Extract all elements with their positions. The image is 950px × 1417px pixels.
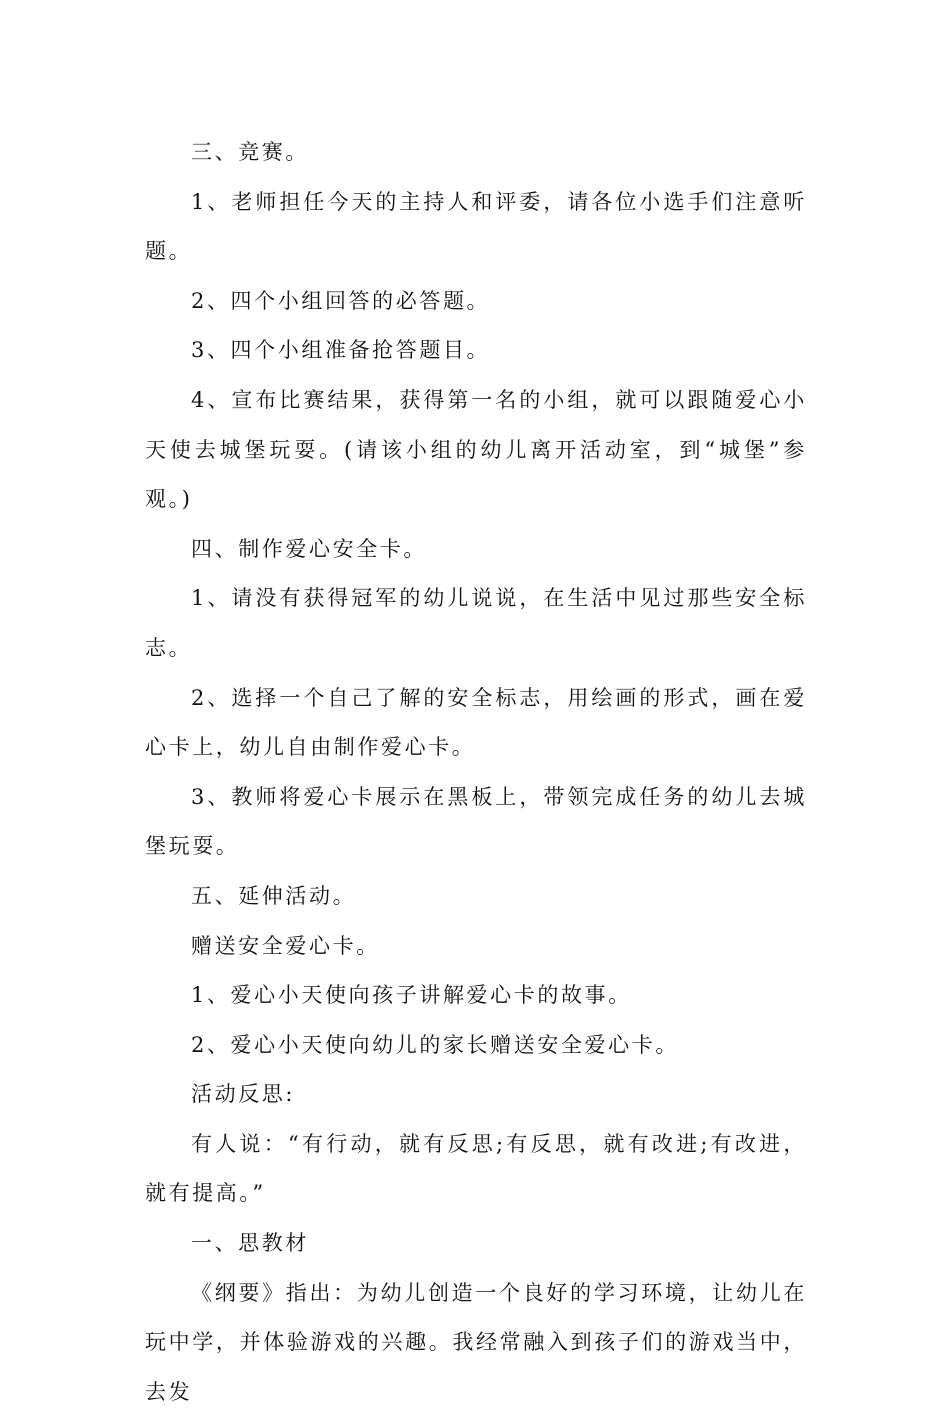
paragraph: 4、宣布比赛结果，获得第一名的小组，就可以跟随爱心小天使去城堡玩耍。(请该小组的幼儿离开活动室，到“城堡”参观。) [145, 387, 807, 512]
paragraph: 2、选择一个自己了解的安全标志，用绘画的形式，画在爱心卡上，幼儿自由制作爱心卡。 [145, 685, 807, 760]
paragraph: 有人说：“有行动，就有反思;有反思，就有改进;有改进，就有提高。” [145, 1131, 807, 1206]
paragraph: 2、四个小组回答的必答题。 [191, 288, 491, 313]
paragraph: 3、教师将爱心卡展示在黑板上，带领完成任务的幼儿去城堡玩耍。 [145, 784, 807, 859]
paragraph: 《纲要》指出：为幼儿创造一个良好的学习环境，让幼儿在玩中学，并体验游戏的兴趣。我经常融入到孩子们的游戏当中，去发 [145, 1280, 807, 1404]
paragraph: 2、爱心小天使向幼儿的家长赠送安全爱心卡。 [191, 1032, 679, 1057]
paragraph: 1、老师担任今天的主持人和评委，请各位小选手们注意听题。 [145, 189, 807, 264]
section-heading-competition: 三、竞赛。 [191, 140, 309, 164]
section-heading-teaching-material: 一、思教材 [191, 1231, 309, 1256]
section-heading-reflection: 活动反思: [191, 1082, 296, 1107]
paragraph: 1、爱心小天使向孩子讲解爱心卡的故事。 [191, 983, 632, 1008]
section-heading-extension: 五、延伸活动。 [191, 883, 357, 908]
paragraph: 赠送安全爱心卡。 [191, 933, 380, 958]
paragraph: 1、请没有获得冠军的幼儿说说，在生活中见过那些安全标志。 [145, 586, 807, 660]
section-heading-make-card: 四、制作爱心安全卡。 [191, 536, 427, 561]
document-body [145, 128, 807, 1417]
paragraph: 3、四个小组准备抢答题目。 [191, 338, 491, 363]
